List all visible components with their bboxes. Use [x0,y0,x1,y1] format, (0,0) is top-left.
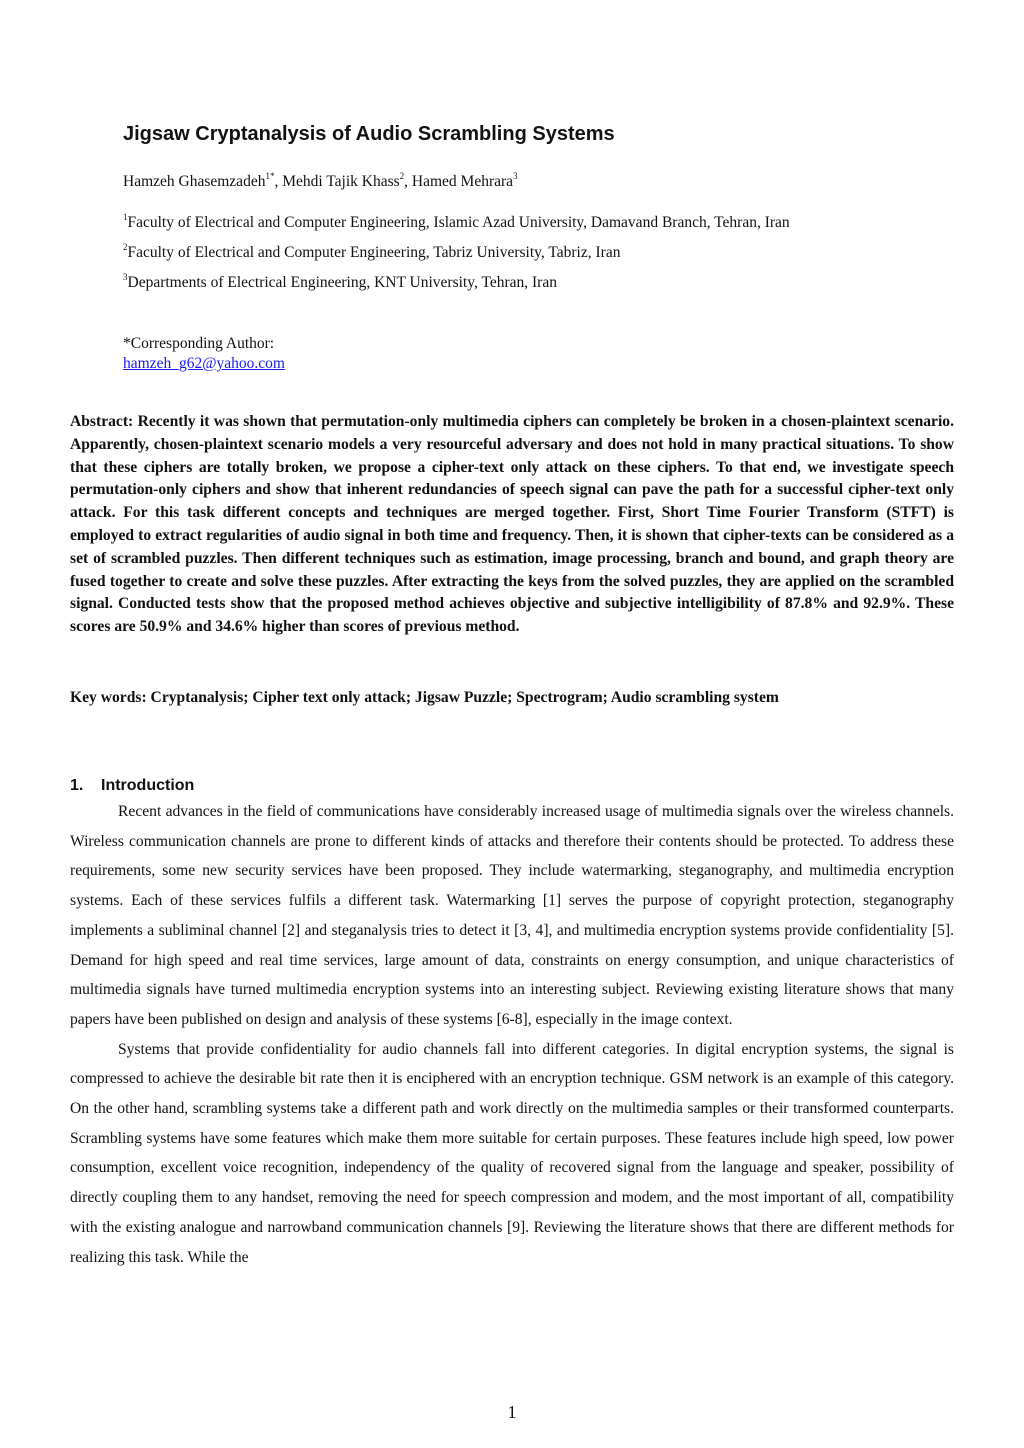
paper-title: Jigsaw Cryptanalysis of Audio Scrambling Systems [123,123,615,145]
affiliation-text: Departments of Electrical Engineering, KNT University, Tehran, Iran [127,274,557,291]
corresponding-author [123,334,285,374]
paragraph: Systems that provide confidentiality for audio channels fall into different categories. In digital encryption systems, the signal is compressed to achieve the desirable bit rate then it is enciphered with an encryption technique. GSM network is an example of this category. On the other hand, scrambling systems take a different path and work directly on the multimedia samples or their transformed counterparts. Scrambling systems have some features which make them more suitable for certain purposes. These features include high speed, low power consumption, excellent voice recognition, independency of the quality of recovered signal from the language and speaker, possibility of directly coupling them to any handset, removing the need for speech compression and modem, and the most important of all, compatibility with the existing analogue and narrowband communication channels [9]. Reviewing the literature shows that there are different methods for realizing this task. While the [70,1040,954,1266]
section-title: Introduction [101,777,195,794]
section-heading [70,777,194,795]
author-sup: 1* [265,171,275,181]
affiliation-text: Faculty of Electrical and Computer Engineering, Tabriz University, Tabriz, Iran [127,244,621,261]
author-name: Hamzeh Ghasemzadeh [123,173,266,190]
affiliation [123,244,620,262]
affiliation [123,214,790,232]
corresponding-label: *Corresponding Author: [123,335,275,352]
paragraph: Recent advances in the field of communications have considerably increased usage of multimedia signals over the wireless channels. Wireless communication channels are prone to different kinds of attacks and therefore their contents should be protected. To address these requirements, some new security services have been proposed. They include watermarking, steganography, and multimedia encryption systems. Each of these services fulfils a different task. Watermarking [1] serves the purpose of copyright protection, steganography implements a subliminal channel [2] and steganalysis tries to detect it [3, 4], and multimedia encryption systems provide confidentiality [5]. Demand for high speed and real time services, large amount of data, constraints on energy consumption, and unique characteristics of multimedia signals have turned multimedia encryption systems into an interesting subject. Reviewing existing literature shows that many papers have been published on design and analysis of these systems [6-8], especially in the image context. [70,803,954,1028]
affiliation-sup: 2 [123,242,128,252]
section-number: 1. [70,777,84,794]
section-body [70,797,954,1272]
abstract: Abstract: Recently it was shown that permutation-only multimedia ciphers can completely be broken in a chosen-plaintext scenario. Apparently, chosen-plaintext scenario models a very resourceful adversary and does not hold in many practical situations. To show that these ciphers are totally broken, we propose a cipher-text only attack on these ciphers. To that end, we investigate speech permutation-only ciphers and show that inherent redundancies of speech signal can pave the path for a successful cipher-text only attack. For this task different concepts and techniques are merged together. First, Short Time Fourier Transform (STFT) is employed to extract regularities of audio signal in both time and frequency. Then, it is shown that cipher-texts can be considered as a set of scrambled puzzles. Then different techniques such as estimation, image processing, branch and bound, and graph theory are fused together to create and solve these puzzles. After extracting the keys from the solved puzzles, they are applied on the scrambled signal. Conducted tests show that the proposed method achieves objective and subjective intelligibility of 87.8% and 92.9%. These scores are 50.9% and 34.6% higher than scores of previous method. [70,413,954,636]
author-sup: 2 [399,171,405,181]
email-link[interactable]: hamzeh_g62@yahoo.com [123,355,285,372]
page-number: 1 [507,1402,517,1422]
keywords: Key words: Cryptanalysis; Cipher text only attack; Jigsaw Puzzle; Spectrogram; Audio scrambling system [70,689,779,706]
author-list: Hamzeh Ghasemzadeh$^{1*}$, Mehdi Tajik Khass$^2$, Hamed Mehrara$^3$ [123,171,518,190]
affiliation-text: Faculty of Electrical and Computer Engineering, Islamic Azad University, Damavand Branch, Tehran, Iran [127,214,790,231]
affiliation-sup: 3 [123,272,128,282]
author-sup: 3 [513,171,518,181]
author-name: Mehdi Tajik Khass [282,173,400,190]
author-name: Hamed Mehrara [411,173,514,190]
affiliation [123,274,557,292]
affiliation-sup: 1 [123,212,128,222]
